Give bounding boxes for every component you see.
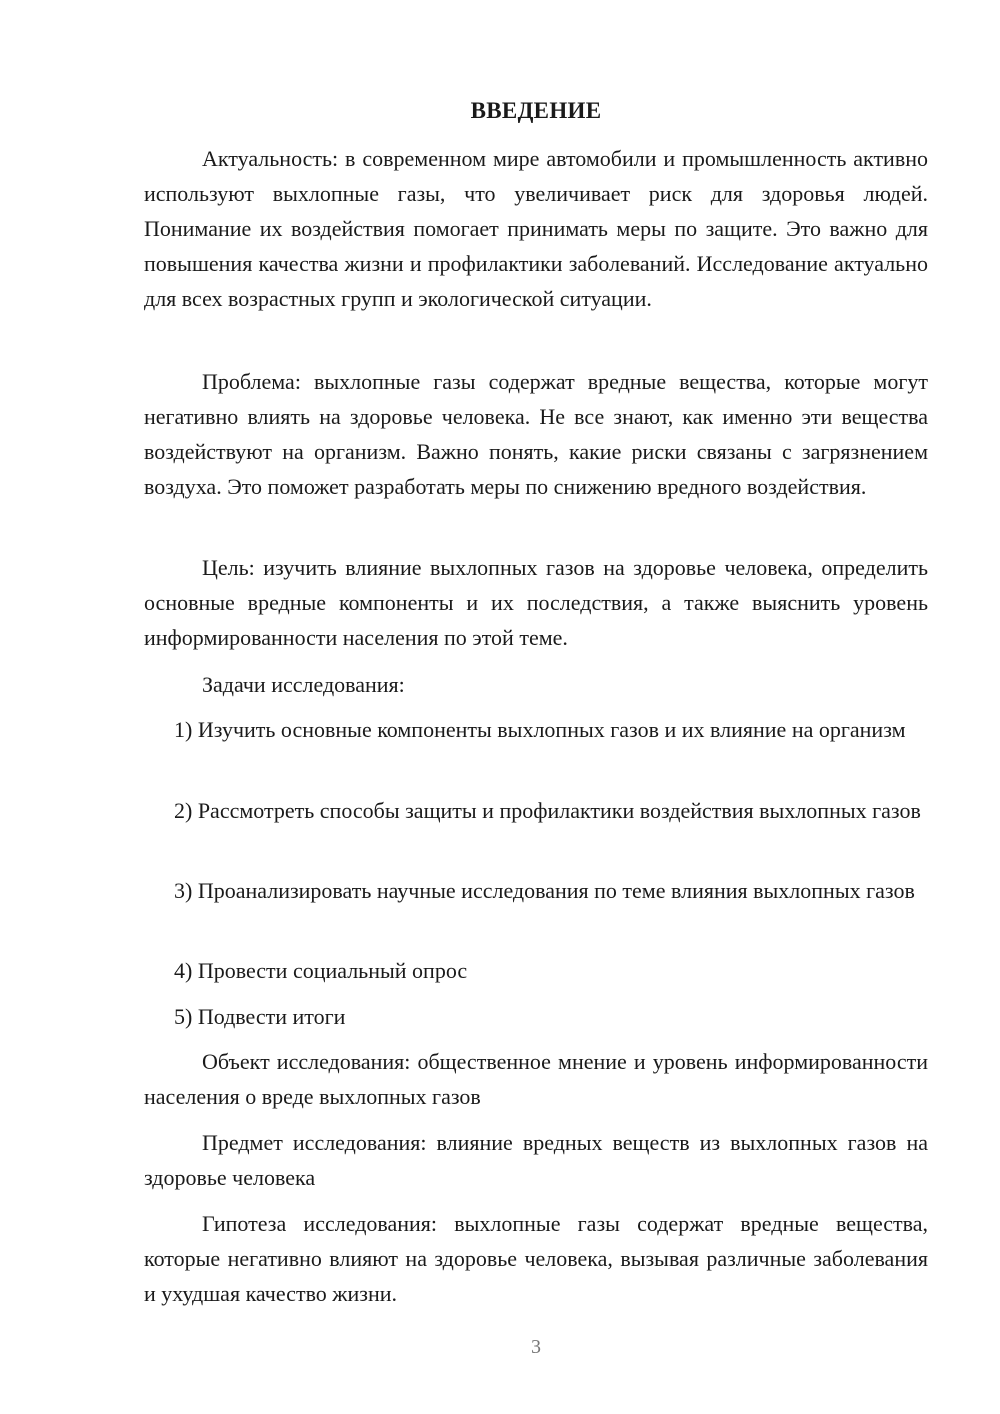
task-item-2: 2) Рассмотреть способы защиты и профилактики воздействия выхлопных газов xyxy=(174,798,921,823)
object-paragraph: Объект исследования: общественное мнение и уровень информированности населения о вреде выхлопных газов xyxy=(144,1049,928,1109)
task-item-4: 4) Провести социальный опрос xyxy=(174,958,468,983)
problem-paragraph: Проблема: выхлопные газы содержат вредные вещества, которые могут негативно влиять на здоровье человека. Не все знают, как именно эти вещества воздействуют на организм. Важно понять, какие риски связаны с загрязнением воздуха. Это поможет разработать меры по снижению вредного воздействия. xyxy=(144,369,928,499)
relevance-paragraph: Актуальность: в современном мире автомобили и промышленность активно используют выхлопные газы, что увеличивает риск для здоровья людей. Понимание их воздействия помогает принимать меры по защите. Это важно для повышения качества жизни и профилактики заболеваний. Исследование актуально для всех возрастных групп и экологической ситуации. xyxy=(144,146,928,311)
task-item-5: 5) Подвести итоги xyxy=(174,1004,346,1029)
goal-paragraph: Цель: изучить влияние выхлопных газов на здоровье человека, определить основные вредные компоненты и их последствия, а также выяснить уровень информированности населения по этой теме. xyxy=(144,555,928,650)
document-page xyxy=(144,0,928,1414)
task-item-1: 1) Изучить основные компоненты выхлопных газов и их влияние на организм xyxy=(174,717,906,742)
section-heading: ВВЕДЕНИЕ xyxy=(470,98,602,123)
page-number: 3 xyxy=(531,1336,541,1358)
subject-paragraph: Предмет исследования: влияние вредных веществ из выхлопных газов на здоровье человека xyxy=(144,1130,928,1190)
task-item-3: 3) Проанализировать научные исследования по теме влияния выхлопных газов xyxy=(174,878,915,903)
tasks-title: Задачи исследования: xyxy=(202,672,405,697)
hypothesis-paragraph: Гипотеза исследования: выхлопные газы содержат вредные вещества, которые негативно влияют на здоровье человека, вызывая различные заболевания и ухудшая качество жизни. xyxy=(144,1211,928,1306)
